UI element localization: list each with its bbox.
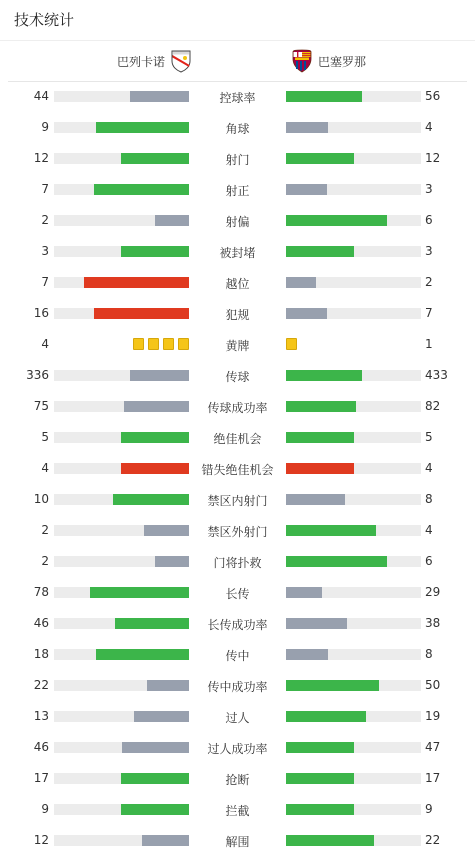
home-bar bbox=[90, 587, 189, 598]
home-bar-track bbox=[54, 711, 189, 722]
away-value: 433 bbox=[425, 368, 448, 382]
home-bar bbox=[124, 401, 189, 412]
home-bar-track bbox=[54, 835, 189, 846]
away-bar-track bbox=[286, 432, 421, 443]
home-bar-track bbox=[54, 649, 189, 660]
home-bar-track bbox=[54, 525, 189, 536]
stat-row bbox=[0, 546, 475, 577]
home-bar-track bbox=[54, 432, 189, 443]
away-bar bbox=[286, 432, 354, 443]
stats-list bbox=[0, 81, 475, 856]
home-value: 46 bbox=[33, 740, 49, 754]
away-value: 38 bbox=[425, 616, 441, 630]
away-bar-track bbox=[286, 308, 421, 319]
home-bar bbox=[96, 649, 189, 660]
home-bar bbox=[94, 184, 189, 195]
home-value: 4 bbox=[41, 461, 49, 475]
away-bar bbox=[286, 680, 379, 691]
away-value: 3 bbox=[425, 244, 433, 258]
home-bar bbox=[121, 773, 189, 784]
home-value: 9 bbox=[41, 802, 49, 816]
stat-row bbox=[0, 422, 475, 453]
barcelona-crest-icon bbox=[290, 49, 314, 73]
yellow-card-icon bbox=[133, 338, 144, 350]
stat-row bbox=[0, 236, 475, 267]
home-value: 10 bbox=[33, 492, 49, 506]
away-value: 22 bbox=[425, 833, 441, 847]
away-value: 3 bbox=[425, 182, 433, 196]
away-bar-track bbox=[286, 680, 421, 691]
away-bar bbox=[286, 556, 387, 567]
home-bar bbox=[134, 711, 189, 722]
home-value: 16 bbox=[33, 306, 49, 320]
away-value: 8 bbox=[425, 647, 433, 661]
home-team[interactable] bbox=[113, 41, 193, 81]
away-bar-track bbox=[286, 525, 421, 536]
stat-row bbox=[0, 608, 475, 639]
away-bar-track bbox=[286, 153, 421, 164]
stat-label: 传球 bbox=[225, 370, 250, 384]
home-bar bbox=[122, 742, 189, 753]
home-bar-track bbox=[54, 122, 189, 133]
away-bar-track bbox=[286, 91, 421, 102]
away-bar-track bbox=[286, 742, 421, 753]
stat-label: 被封堵 bbox=[219, 246, 256, 260]
stat-row bbox=[0, 81, 475, 112]
away-bar-track bbox=[286, 246, 421, 257]
home-bar bbox=[113, 494, 189, 505]
stat-row bbox=[0, 298, 475, 329]
home-bar-track bbox=[54, 680, 189, 691]
away-bar-track bbox=[286, 711, 421, 722]
rayo-crest-icon bbox=[169, 49, 193, 73]
home-value: 12 bbox=[33, 151, 49, 165]
stat-row bbox=[0, 267, 475, 298]
yellow-card-icon bbox=[163, 338, 174, 350]
home-value: 46 bbox=[33, 616, 49, 630]
home-value: 3 bbox=[41, 244, 49, 258]
yellow-card-icon bbox=[286, 338, 297, 350]
stat-row bbox=[0, 670, 475, 701]
stat-label: 禁区内射门 bbox=[207, 494, 268, 508]
home-bar bbox=[147, 680, 189, 691]
home-bar-track bbox=[54, 308, 189, 319]
stat-label: 越位 bbox=[225, 277, 250, 291]
home-bar-track bbox=[54, 215, 189, 226]
away-yellow-cards bbox=[286, 338, 297, 351]
away-bar bbox=[286, 835, 374, 846]
stat-label: 射正 bbox=[225, 184, 250, 198]
stat-label: 抢断 bbox=[225, 773, 250, 787]
stat-label: 解围 bbox=[225, 835, 250, 849]
away-value: 29 bbox=[425, 585, 441, 599]
home-bar-track bbox=[54, 370, 189, 381]
away-value: 17 bbox=[425, 771, 441, 785]
home-bar bbox=[121, 432, 189, 443]
home-value: 75 bbox=[33, 399, 49, 413]
home-value: 336 bbox=[26, 368, 49, 382]
stat-label: 长传成功率 bbox=[207, 618, 268, 632]
away-value: 1 bbox=[425, 337, 433, 351]
stat-row bbox=[0, 577, 475, 608]
away-bar bbox=[286, 463, 354, 474]
page-title: 技术统计 bbox=[14, 11, 75, 29]
home-value: 5 bbox=[41, 430, 49, 444]
home-bar bbox=[155, 556, 189, 567]
home-value: 18 bbox=[33, 647, 49, 661]
home-value: 12 bbox=[33, 833, 49, 847]
away-value: 19 bbox=[425, 709, 441, 723]
home-bar bbox=[121, 463, 189, 474]
home-bar bbox=[121, 153, 189, 164]
home-bar-track bbox=[54, 91, 189, 102]
home-bar bbox=[144, 525, 189, 536]
away-bar-track bbox=[286, 587, 421, 598]
away-value: 82 bbox=[425, 399, 441, 413]
away-value: 6 bbox=[425, 554, 433, 568]
home-team-name: 巴列卡诺 bbox=[117, 54, 166, 69]
away-bar-track bbox=[286, 649, 421, 660]
home-value: 17 bbox=[33, 771, 49, 785]
away-bar bbox=[286, 91, 362, 102]
stat-row bbox=[0, 515, 475, 546]
stat-label: 拦截 bbox=[225, 804, 250, 818]
stat-label: 传中成功率 bbox=[207, 680, 268, 694]
stat-label: 过人 bbox=[225, 711, 250, 725]
away-bar bbox=[286, 277, 316, 288]
home-value: 13 bbox=[33, 709, 49, 723]
home-bar-track bbox=[54, 494, 189, 505]
away-bar bbox=[286, 804, 354, 815]
away-bar bbox=[286, 649, 328, 660]
away-bar-track bbox=[286, 184, 421, 195]
home-bar bbox=[155, 215, 189, 226]
home-value: 7 bbox=[41, 182, 49, 196]
home-value: 9 bbox=[41, 120, 49, 134]
stat-label: 长传 bbox=[225, 587, 250, 601]
away-bar bbox=[286, 308, 327, 319]
away-bar bbox=[286, 153, 354, 164]
stat-label: 错失绝佳机会 bbox=[201, 463, 274, 477]
stat-row bbox=[0, 391, 475, 422]
home-bar-track bbox=[54, 401, 189, 412]
away-bar-track bbox=[286, 835, 421, 846]
away-bar-track bbox=[286, 370, 421, 381]
stat-label: 门将扑救 bbox=[213, 556, 262, 570]
stat-label: 犯规 bbox=[225, 308, 250, 322]
home-bar bbox=[121, 804, 189, 815]
stat-row bbox=[0, 453, 475, 484]
home-bar bbox=[142, 835, 189, 846]
stat-row bbox=[0, 143, 475, 174]
stat-label: 控球率 bbox=[219, 91, 256, 105]
home-value: 4 bbox=[41, 337, 49, 351]
stat-row bbox=[0, 794, 475, 825]
away-bar bbox=[286, 184, 327, 195]
home-bar-track bbox=[54, 618, 189, 629]
home-bar-track bbox=[54, 463, 189, 474]
away-bar bbox=[286, 401, 356, 412]
away-value: 7 bbox=[425, 306, 433, 320]
stat-row bbox=[0, 205, 475, 236]
teams-header bbox=[8, 41, 467, 82]
away-value: 4 bbox=[425, 523, 433, 537]
home-value: 2 bbox=[41, 554, 49, 568]
away-bar bbox=[286, 711, 366, 722]
home-bar bbox=[130, 370, 189, 381]
stat-label: 绝佳机会 bbox=[213, 432, 262, 446]
away-bar-track bbox=[286, 618, 421, 629]
away-bar bbox=[286, 525, 376, 536]
home-value: 2 bbox=[41, 213, 49, 227]
stat-label: 传球成功率 bbox=[207, 401, 268, 415]
home-bar-track bbox=[54, 804, 189, 815]
home-yellow-cards bbox=[133, 338, 189, 351]
away-bar-track bbox=[286, 215, 421, 226]
away-value: 56 bbox=[425, 89, 441, 103]
stat-label: 传中 bbox=[225, 649, 250, 663]
away-value: 8 bbox=[425, 492, 433, 506]
away-value: 12 bbox=[425, 151, 441, 165]
yellow-card-icon bbox=[178, 338, 189, 350]
away-bar bbox=[286, 618, 347, 629]
away-value: 50 bbox=[425, 678, 441, 692]
stat-row bbox=[0, 701, 475, 732]
away-bar bbox=[286, 370, 362, 381]
home-bar bbox=[121, 246, 189, 257]
away-value: 4 bbox=[425, 461, 433, 475]
stat-label: 过人成功率 bbox=[207, 742, 268, 756]
home-value: 22 bbox=[33, 678, 49, 692]
away-team[interactable] bbox=[290, 41, 370, 81]
away-bar-track bbox=[286, 277, 421, 288]
away-bar-track bbox=[286, 773, 421, 784]
away-value: 6 bbox=[425, 213, 433, 227]
stat-row bbox=[0, 825, 475, 856]
home-bar-track bbox=[54, 184, 189, 195]
away-bar-track bbox=[286, 494, 421, 505]
stat-label: 射门 bbox=[225, 153, 250, 167]
home-bar bbox=[94, 308, 189, 319]
away-value: 47 bbox=[425, 740, 441, 754]
home-bar bbox=[130, 91, 189, 102]
away-value: 2 bbox=[425, 275, 433, 289]
stat-row bbox=[0, 484, 475, 515]
home-value: 78 bbox=[33, 585, 49, 599]
away-bar bbox=[286, 773, 354, 784]
away-bar bbox=[286, 742, 354, 753]
away-value: 9 bbox=[425, 802, 433, 816]
home-bar-track bbox=[54, 587, 189, 598]
home-bar-track bbox=[54, 277, 189, 288]
home-bar-track bbox=[54, 556, 189, 567]
away-bar bbox=[286, 122, 328, 133]
home-value: 2 bbox=[41, 523, 49, 537]
home-bar bbox=[96, 122, 189, 133]
home-bar-track bbox=[54, 742, 189, 753]
away-value: 4 bbox=[425, 120, 433, 134]
away-bar-track bbox=[286, 463, 421, 474]
away-value: 5 bbox=[425, 430, 433, 444]
yellow-card-icon bbox=[148, 338, 159, 350]
away-team-name: 巴塞罗那 bbox=[318, 54, 367, 69]
home-bar bbox=[84, 277, 189, 288]
stat-row bbox=[0, 329, 475, 360]
stat-row bbox=[0, 732, 475, 763]
stat-row bbox=[0, 639, 475, 670]
stat-row bbox=[0, 174, 475, 205]
away-bar bbox=[286, 246, 354, 257]
away-bar-track bbox=[286, 401, 421, 412]
home-bar bbox=[115, 618, 189, 629]
away-bar bbox=[286, 587, 322, 598]
stat-label: 禁区外射门 bbox=[207, 525, 268, 539]
home-bar-track bbox=[54, 153, 189, 164]
home-bar-track bbox=[54, 246, 189, 257]
away-bar-track bbox=[286, 122, 421, 133]
away-bar-track bbox=[286, 804, 421, 815]
home-bar-track bbox=[54, 773, 189, 784]
stat-label: 射偏 bbox=[225, 215, 250, 229]
away-bar bbox=[286, 215, 387, 226]
stat-row bbox=[0, 360, 475, 391]
stat-label: 角球 bbox=[225, 122, 250, 136]
away-bar-track bbox=[286, 556, 421, 567]
home-value: 7 bbox=[41, 275, 49, 289]
stat-label: 黄牌 bbox=[225, 339, 250, 353]
stat-row bbox=[0, 763, 475, 794]
away-bar bbox=[286, 494, 345, 505]
home-value: 44 bbox=[33, 89, 49, 103]
stat-row bbox=[0, 112, 475, 143]
